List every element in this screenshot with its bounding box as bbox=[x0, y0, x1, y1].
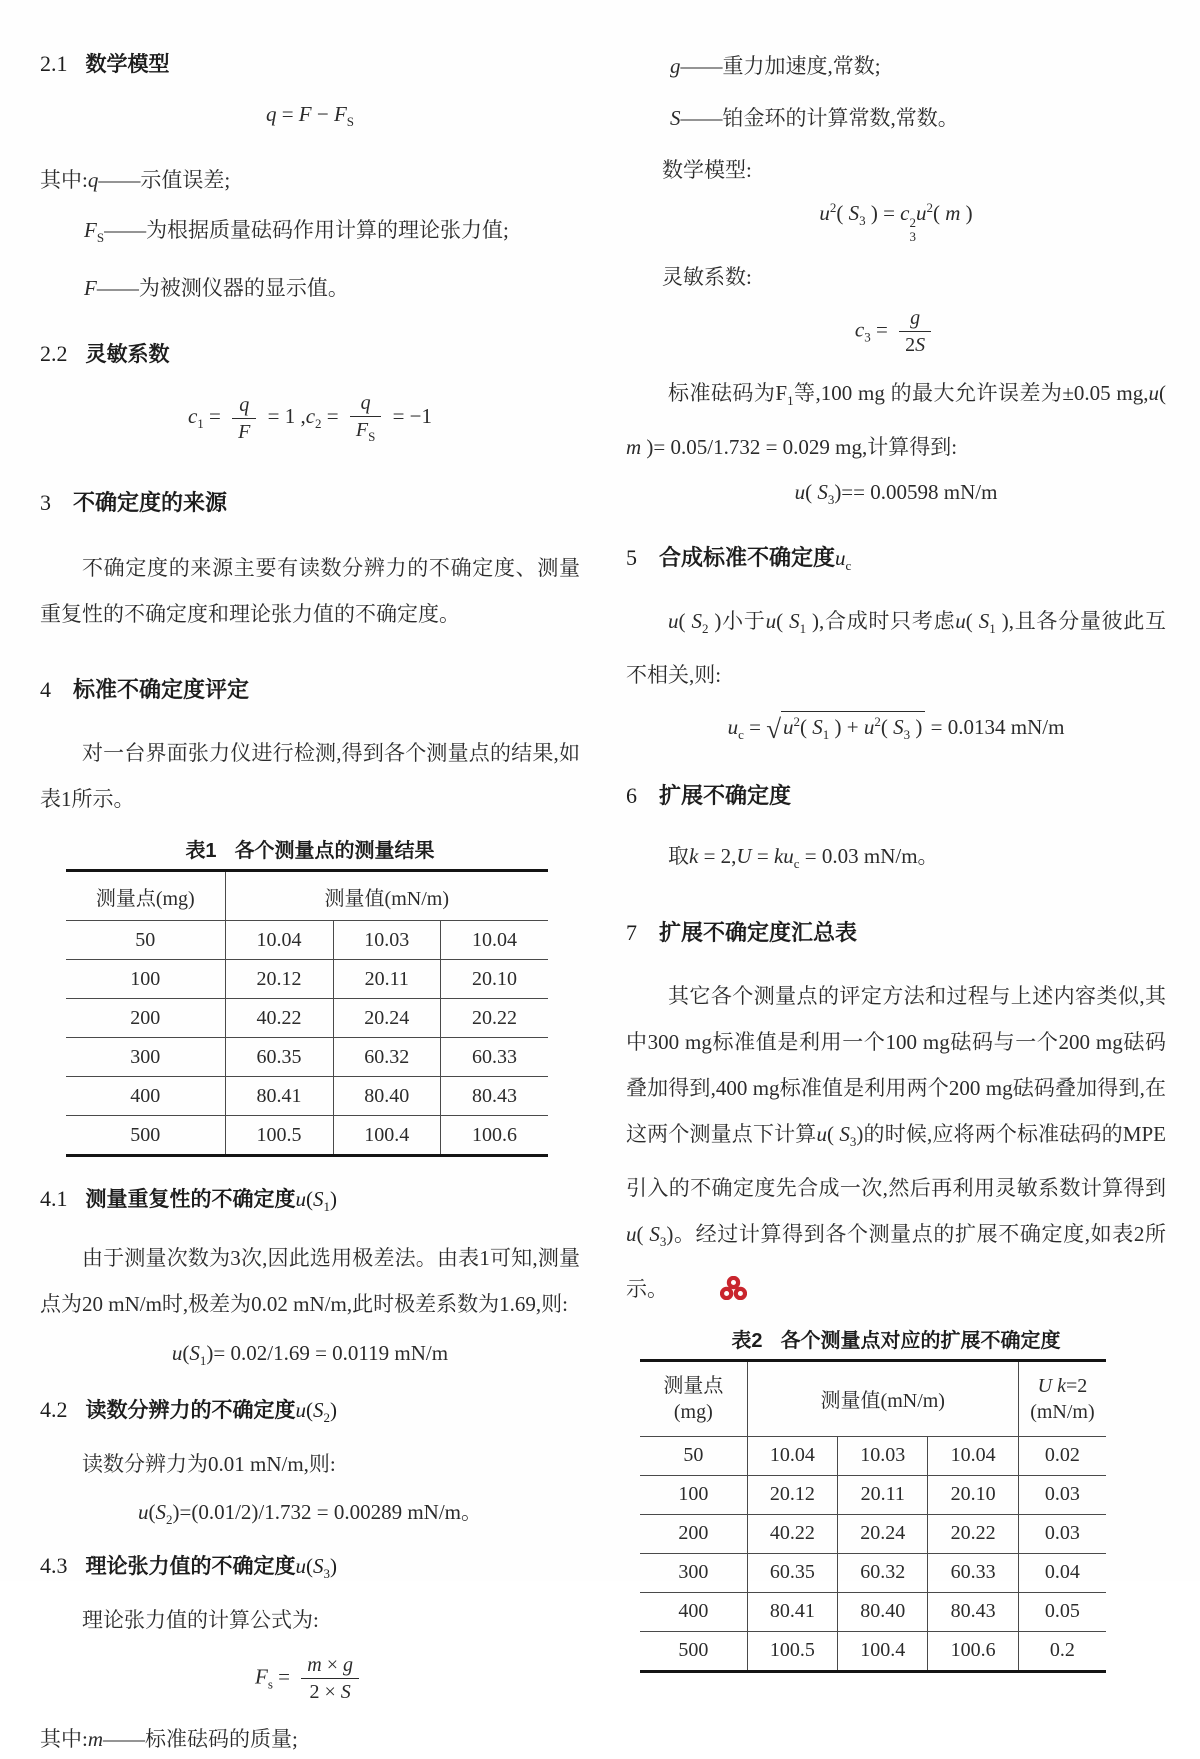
section-heading-3 bbox=[40, 486, 580, 517]
cell: 20.24 bbox=[333, 999, 440, 1038]
formula-u-s2: $u(S_2)=(0.01/2)/1.732 = 0.00289$ mN/m。 bbox=[137, 1499, 482, 1528]
cell: 80.41 bbox=[225, 1077, 333, 1116]
cell: 40.22 bbox=[225, 999, 333, 1038]
table-2-label: 表2 bbox=[731, 1329, 763, 1352]
table-row bbox=[66, 1116, 548, 1156]
cell: 60.33 bbox=[928, 1553, 1018, 1592]
table-row bbox=[640, 1553, 1106, 1592]
cell: 10.04 bbox=[747, 1436, 837, 1475]
table-row bbox=[66, 921, 548, 960]
cell: 20.10 bbox=[928, 1475, 1018, 1514]
table-2-col3-header bbox=[1018, 1360, 1106, 1436]
table-1-caption: 各个测量点的测量结果 bbox=[234, 840, 435, 863]
table-2-title bbox=[626, 1324, 1166, 1353]
section-title: 数学模型 bbox=[85, 53, 170, 76]
header-line: (mg) bbox=[673, 1400, 713, 1423]
section-number: 4 bbox=[40, 677, 51, 703]
definition-fs: $F_S——$为根据质量砝码作用计算的理论张力值; bbox=[84, 218, 509, 246]
cell: 200 bbox=[66, 999, 225, 1038]
definition-list bbox=[40, 160, 580, 308]
table-1-header-row bbox=[66, 871, 548, 921]
section-number: 2.2 bbox=[40, 341, 68, 367]
section-title: 理论张力值的不确定度$u(S_3)$ bbox=[85, 1554, 337, 1582]
section-title: 合成标准不确定度$u_c$ bbox=[659, 544, 852, 573]
table-row bbox=[640, 1475, 1106, 1514]
cell: 20.22 bbox=[928, 1514, 1018, 1553]
cell: 100 bbox=[66, 960, 225, 999]
cell: 0.05 bbox=[1018, 1592, 1106, 1631]
table-2-caption: 各个测量点对应的扩展不确定度 bbox=[780, 1329, 1061, 1352]
section-number: 4.1 bbox=[40, 1186, 68, 1212]
cell: 80.40 bbox=[838, 1592, 928, 1631]
section-title: 灵敏系数 bbox=[85, 343, 170, 367]
definition-q: 其中:q——示值误差; bbox=[40, 168, 231, 193]
cell: 100 bbox=[640, 1475, 747, 1514]
section-heading-4 bbox=[40, 673, 580, 704]
cell: 100.6 bbox=[928, 1631, 1018, 1671]
cell: 100.6 bbox=[440, 1116, 548, 1156]
table-row bbox=[640, 1436, 1106, 1475]
formula-u-s3-result: u( $S_3)== 0.00598$ mN/m bbox=[794, 480, 998, 508]
cell: 0.04 bbox=[1018, 1553, 1106, 1592]
cell: 50 bbox=[640, 1436, 747, 1475]
end-of-article-mark bbox=[678, 1270, 747, 1316]
cell: 100.5 bbox=[747, 1631, 837, 1671]
cell: 80.43 bbox=[440, 1077, 548, 1116]
cell: 10.04 bbox=[928, 1436, 1018, 1475]
para-expanded: 取$k = 2,U = ku_c = 0.03$ mN/m。 bbox=[668, 844, 939, 872]
section-heading-4-3 bbox=[40, 1550, 580, 1582]
para-combined: u( $S_2$ )小于u( $S_1$ ),合成时只考虑u( $S_1$ ),且各分量彼此互不相关,则: bbox=[626, 608, 1166, 688]
table-2-col2-header: 测量值(mN/m) bbox=[747, 1360, 1018, 1436]
cell: 0.03 bbox=[1018, 1514, 1106, 1553]
section-heading-4-1 bbox=[40, 1183, 580, 1215]
cell: 10.03 bbox=[838, 1436, 928, 1475]
header-line: 测量点 bbox=[663, 1374, 724, 1397]
right-column bbox=[626, 38, 1166, 1673]
cell: 60.35 bbox=[225, 1038, 333, 1077]
section-title: 测量重复性的不确定度$u(S_1)$ bbox=[85, 1187, 337, 1215]
cell: 80.40 bbox=[333, 1077, 440, 1116]
section-heading-4-2 bbox=[40, 1394, 580, 1426]
cell: 80.41 bbox=[747, 1592, 837, 1631]
cell: 40.22 bbox=[747, 1514, 837, 1553]
cell: 50 bbox=[66, 921, 225, 960]
formula-u2-s3: $u^2$( $S_3$ ) = c 2 3 $u^2$( m ) bbox=[819, 200, 973, 244]
cell: 20.24 bbox=[838, 1514, 928, 1553]
label-sensitivity: 灵敏系数: bbox=[662, 265, 752, 290]
header-line: (mN/m) bbox=[1030, 1400, 1095, 1423]
left-column bbox=[40, 38, 580, 1759]
definition-s: S——铂金环的计算常数,常数。 bbox=[670, 106, 959, 130]
section-number: 5 bbox=[626, 544, 637, 570]
section-title: 不确定度的来源 bbox=[73, 490, 228, 516]
formula-c1-c2: $c_1$ = $\frac{q}{F}$ = 1 $,c_2$ = $\frac{q}{F_S}$ = −1 bbox=[187, 392, 433, 445]
table-row bbox=[66, 999, 548, 1038]
table-row bbox=[66, 1038, 548, 1077]
definition-f: F——为被测仪器的显示值。 bbox=[84, 276, 349, 301]
section-number: 4.2 bbox=[40, 1396, 68, 1422]
formula-uc: $u_c = √u^2$( $S_1$ ) + $u^2$( $S_3$ ) = 0.0134 mN/m bbox=[626, 714, 1166, 745]
para-weight: 标准砝码为$F_1$等,100 mg 的最大允许误差为±0.05 mg,u( m )= 0.05/1.732 = 0.029 mg,计算得到: bbox=[626, 381, 1166, 460]
cell: 10.04 bbox=[440, 921, 548, 960]
section-heading-7 bbox=[626, 916, 1166, 947]
cell: 20.10 bbox=[440, 960, 548, 999]
para-resolution: 读数分辨力为0.01 mN/m,则: bbox=[82, 1451, 336, 1476]
cell: 200 bbox=[640, 1514, 747, 1553]
formula-fs: $F_s$ = $\frac{m \times g}{2 \times S}$ bbox=[40, 1652, 580, 1705]
section-number: 7 bbox=[626, 920, 637, 946]
cell: 20.12 bbox=[225, 960, 333, 999]
section-heading-6 bbox=[626, 779, 1166, 810]
section-heading-2-1 bbox=[40, 48, 580, 78]
table-1-label: 表1 bbox=[185, 840, 217, 863]
cell: 400 bbox=[66, 1077, 225, 1116]
section-number: 3 bbox=[40, 490, 51, 516]
table-1-col1-header: 测量点(mg) bbox=[66, 871, 225, 921]
formula-c3: $c_3$ = $\frac{g}{2S}$ bbox=[626, 305, 1166, 358]
cell: 100.5 bbox=[225, 1116, 333, 1156]
cell: 60.35 bbox=[747, 1553, 837, 1592]
header-line: U k=2 bbox=[1037, 1374, 1088, 1397]
section-title: 扩展不确定度汇总表 bbox=[659, 920, 858, 946]
cell: 60.32 bbox=[838, 1553, 928, 1592]
cell: 400 bbox=[640, 1592, 747, 1631]
cell: 20.11 bbox=[838, 1475, 928, 1514]
cell: 20.11 bbox=[333, 960, 440, 999]
section-title: 扩展不确定度 bbox=[659, 783, 792, 809]
para-summary-text: 其它各个测量点的评定方法和过程与上述内容类似,其中300 mg标准值是利用一个100 mg砝码与一个200 mg砝码叠加得到,400 mg标准值是利用两个200 mg砝码叠加得到,在这两个测量点下计算u( $S_3$)的时候,应将两个标准砝码的MPE引入的不确定度先合成一次,然后再利用灵敏系数计算得到u( $S_3$)。经过计算得到各个测量点的扩展不确定度,如表2所示。 bbox=[626, 984, 1166, 1301]
cell: 60.33 bbox=[440, 1038, 548, 1077]
section-number: 6 bbox=[626, 783, 637, 809]
section-title: 标准不确定度评定 bbox=[73, 677, 250, 703]
cell: 0.03 bbox=[1018, 1475, 1106, 1514]
table-1-col2-header: 测量值(mN/m) bbox=[225, 871, 548, 921]
label-math-model: 数学模型: bbox=[662, 158, 752, 182]
cell: 10.04 bbox=[225, 921, 333, 960]
cell: 20.12 bbox=[747, 1475, 837, 1514]
cell: 100.4 bbox=[838, 1631, 928, 1671]
cell: 10.03 bbox=[333, 921, 440, 960]
cell: 100.4 bbox=[333, 1116, 440, 1156]
section-heading-2-2 bbox=[40, 338, 580, 368]
cell: 500 bbox=[66, 1116, 225, 1156]
cell: 300 bbox=[66, 1038, 225, 1077]
para-measurement-intro: 对一台界面张力仪进行检测,得到各个测量点的结果,如表1所示。 bbox=[40, 741, 580, 812]
definition-m: 其中:m——标准砝码的质量; bbox=[40, 1727, 298, 1752]
table-1 bbox=[66, 869, 548, 1157]
table-row bbox=[640, 1514, 1106, 1553]
table-row bbox=[640, 1631, 1106, 1671]
para-repeatability: 由于测量次数为3次,因此选用极差法。由表1可知,测量点为20 mN/m时,极差为0.02 mN/m,此时极差系数为1.69,则: bbox=[40, 1246, 580, 1317]
table-row bbox=[66, 960, 548, 999]
table-row bbox=[66, 1077, 548, 1116]
para-summary bbox=[626, 973, 1166, 1315]
para-sources: 不确定度的来源主要有读数分辨力的不确定度、测量重复性的不确定度和理论张力值的不确定度。 bbox=[40, 556, 580, 627]
table-2 bbox=[640, 1359, 1106, 1673]
formula-u-s1: $u(S_1)= 0.02/1.69 = 0.0119$ mN/m bbox=[171, 1341, 449, 1369]
cell: 20.22 bbox=[440, 999, 548, 1038]
cell: 300 bbox=[640, 1553, 747, 1592]
formula-q: $q = F - F_S$ bbox=[265, 102, 355, 130]
cell: 500 bbox=[640, 1631, 747, 1671]
para-theoretical: 理论张力值的计算公式为: bbox=[82, 1608, 319, 1633]
section-number: 4.3 bbox=[40, 1553, 68, 1579]
cell: 80.43 bbox=[928, 1592, 1018, 1631]
cell: 0.02 bbox=[1018, 1436, 1106, 1475]
section-heading-5 bbox=[626, 541, 1166, 574]
section-title: 读数分辨力的不确定度$u(S_2)$ bbox=[85, 1397, 337, 1425]
table-row bbox=[640, 1592, 1106, 1631]
table-1-title bbox=[40, 834, 580, 863]
cell: 60.32 bbox=[333, 1038, 440, 1077]
definition-g: g——重力加速度,常数; bbox=[670, 54, 881, 78]
section-number: 2.1 bbox=[40, 51, 68, 76]
table-2-header-row bbox=[640, 1360, 1106, 1436]
cell: 0.2 bbox=[1018, 1631, 1106, 1671]
table-2-col1-header bbox=[640, 1360, 747, 1436]
